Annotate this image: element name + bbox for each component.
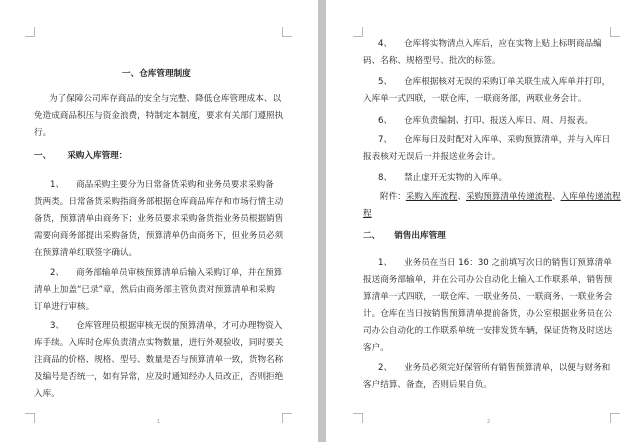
text-line: 算清单一式四联，一联仓库、一联业务员、一联商务、一联业务会 <box>363 292 613 302</box>
text-line: 业务员必须完好保管所有销售预算清单，以便与财务和 <box>404 363 611 373</box>
text-line: 报表核对无误后一并报送业务会计。 <box>363 152 501 162</box>
text-line: 报送商务部输单，并在公司办公自动化上输入工作联系单，销售预 <box>363 275 613 285</box>
text-line: 客户。 <box>363 343 389 353</box>
attachment-link[interactable]: 采购预算清单传递流程 <box>465 192 552 202</box>
text-line: 备货，预算清单由商务下；业务员要求采购备货指业务员根据销售 <box>34 214 284 224</box>
corner-mark <box>25 27 35 37</box>
item-number: 4、 <box>378 39 393 49</box>
section-number: 二、 <box>363 231 381 241</box>
list-item <box>34 318 283 403</box>
separator: 、 <box>551 192 561 202</box>
page-title: 一、仓库管理制度 <box>122 69 191 79</box>
text-line: 码、名称、规格型号、批次的标签。 <box>363 56 501 66</box>
text-line: 清单上加盖“已录”章，然后由商务部主管负责对预算清单和采购 <box>34 285 275 295</box>
text-line: 订单进行审核。 <box>34 302 95 312</box>
text-line: 仓库负责编制、打印、报送入库日、周、月报表。 <box>404 116 594 126</box>
text-line: 库手续。入库时仓库负责清点实物数量，进行外观验收，同时要关 <box>34 338 284 348</box>
corner-mark <box>282 27 292 37</box>
text-line: 为了保障公司库存商品的安全与完整、降低仓库管理成本、以 <box>49 94 282 104</box>
text-line: 业务员在当日 16：30 之前填写次日的销售订预算清单 <box>404 258 612 268</box>
text-line: 入库单一式四联，一联仓库，一联商务部，两联业务会计。 <box>363 94 587 104</box>
text-line: 商务部输单员审核预算清单后输入采购订单，并在预算 <box>76 268 283 278</box>
list-item <box>363 255 612 357</box>
page-number: 1 <box>157 419 161 425</box>
corner-mark <box>25 413 35 423</box>
text-line: 禁止虚开无实物的入库单。 <box>404 173 508 183</box>
item-number: 5、 <box>378 77 393 87</box>
corner-mark <box>610 413 620 423</box>
attachment-link[interactable]: 入库单传递流程 <box>560 192 621 202</box>
text-line: 商品采购主要分为日常备货采购和业务员要求采购备 <box>76 180 274 190</box>
text-line: 仓库管理员根据审核无误的预算清单，才可办理物资入 <box>76 321 283 331</box>
text-line: 注商品的价格、规格、型号、数量是否与预算清单一致，货物名称 <box>34 355 284 365</box>
attachment-paragraph <box>363 189 621 223</box>
text-line: 仓库根据核对无误的采购订单关联生成入库单并打印， <box>404 77 611 87</box>
corner-mark <box>610 27 620 37</box>
section-heading <box>363 228 446 245</box>
text-line: 客户结算、备查，否则后果自负。 <box>363 380 492 390</box>
list-item <box>34 265 282 316</box>
section-number: 一、 <box>34 151 52 161</box>
attachment-link[interactable]: 采购入库流程 <box>405 192 458 202</box>
list-item <box>363 113 593 130</box>
text-line: 入库。 <box>34 389 60 399</box>
page-gap-scrollbar <box>318 0 326 442</box>
text-line: 及编号是否统一，如有异常，应及时通知经办人员改正，否则拒绝 <box>34 372 284 382</box>
text-line: 司办公自动化的工作联系单统一安排发货车辆，保证货物及时送达 <box>363 326 613 336</box>
text-line: 货两类。日常备货采购指商务部根据仓库商品库存和市场行情主动 <box>34 197 284 207</box>
separator: 、 <box>457 192 466 202</box>
document-page-1 <box>0 0 318 442</box>
section-heading <box>34 148 127 165</box>
text-line: 行。 <box>34 128 52 138</box>
item-number: 3、 <box>50 321 65 331</box>
attachment-link-continued[interactable]: 程 <box>363 209 372 219</box>
text-line: 仓库将实物清点入库后，应在实物上贴上标明商品编 <box>404 39 602 49</box>
text-line: 仓库每日及时配对入库单、采购预算清单，并与入库日 <box>404 135 611 145</box>
corner-mark <box>353 27 363 37</box>
document-page-2 <box>326 0 640 442</box>
corner-mark <box>353 413 363 423</box>
section-title: 采购入库管理： <box>67 151 128 161</box>
item-number: 7、 <box>378 135 393 145</box>
list-item <box>363 132 610 166</box>
text-line: 需要向商务部提出采购备货，预算清单仍由商务下，但业务员必须 <box>34 231 284 241</box>
list-item <box>363 360 610 394</box>
item-number: 6、 <box>378 116 393 126</box>
attachment-label: 附件： <box>380 192 406 202</box>
item-number: 2、 <box>378 363 393 373</box>
intro-paragraph <box>34 91 283 142</box>
text-line: 免造成商品积压与资金浪费，特制定本制度，要求有关部门遵照执 <box>34 111 284 121</box>
item-number: 2、 <box>50 268 65 278</box>
item-number: 1、 <box>378 258 393 268</box>
text-line: 计。仓库在当日按销售预算清单提前备货，办公室根据业务员在公 <box>363 309 613 319</box>
page-number: 2 <box>487 419 491 425</box>
item-number: 8、 <box>378 173 393 183</box>
list-item <box>34 177 283 262</box>
list-item <box>363 170 507 187</box>
item-number: 1、 <box>50 180 65 190</box>
text-line: 在预算清单红联签字确认。 <box>34 248 138 258</box>
list-item <box>363 74 610 108</box>
list-item <box>363 36 602 70</box>
corner-mark <box>282 413 292 423</box>
section-title: 销售出库管理 <box>394 231 446 241</box>
